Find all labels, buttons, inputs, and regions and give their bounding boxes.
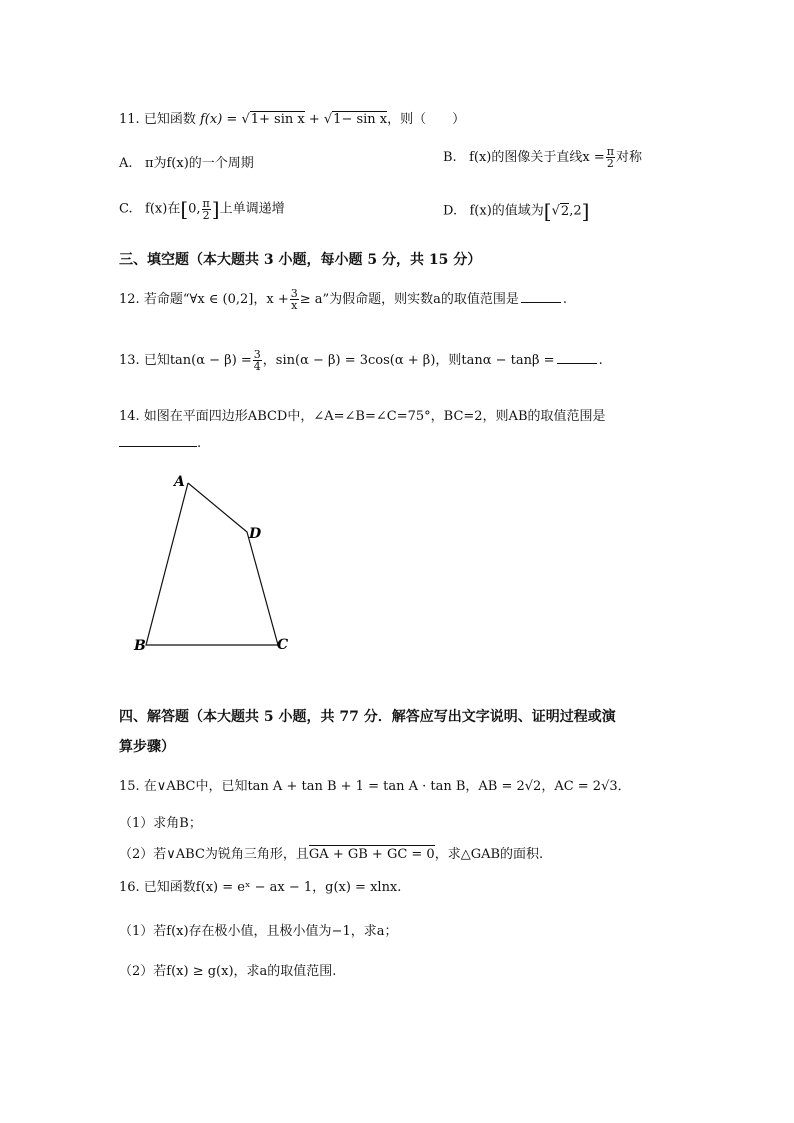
q13-end: . <box>598 353 603 368</box>
q11-radical-1: 1+ sin x <box>250 112 305 127</box>
option-d-label: D. <box>443 203 458 219</box>
bracket-left: [ <box>180 197 189 221</box>
option-c-post: 上单调递增 <box>219 201 285 217</box>
option-b-post: 对称 <box>615 150 642 165</box>
option-d-pre: f(x)的值域为 <box>469 203 544 219</box>
q13-answer-blank <box>557 362 597 364</box>
q13-pre: 已知tan(α − β) = <box>143 353 252 368</box>
q15-part-1: （1）求角B； <box>119 816 202 831</box>
fraction-denominator: 2 <box>606 157 614 170</box>
option-b-fraction <box>606 146 615 169</box>
q12-number: 12. <box>119 292 140 307</box>
q15-stem: 15. 在∨ABC中，已知tan A + tan B + 1 = tan A · tan B，AB = 2√2，AC = 2√3． <box>119 779 631 794</box>
q15-part-2-post: ，求△GAB的面积. <box>434 847 544 862</box>
interval-start: 0, <box>188 201 201 217</box>
option-c-label: C. <box>119 201 133 217</box>
q14-stem: 14. 如图在平面四边形ABCD中，∠A=∠B=∠C=75°，BC=2，则AB的取值范围是 <box>119 409 606 424</box>
fraction-denominator: 4 <box>253 360 261 373</box>
fraction-denominator: x <box>291 299 298 312</box>
option-c-fraction <box>202 198 211 221</box>
q11-fx: f(x) = <box>199 112 242 127</box>
q16-stem: 16. 已知函数f(x) = eˣ − ax − 1，g(x) = xlnx. <box>119 880 402 895</box>
option-b-label: B. <box>443 150 457 165</box>
quadrilateral-outline <box>146 483 278 645</box>
bracket-left: [ <box>543 199 552 223</box>
q15-vector-sum: GA + GB + GC = 0 <box>308 847 435 862</box>
q14-end: . <box>197 436 202 451</box>
option-c-pre: f(x)在 <box>145 201 181 217</box>
option-a-label: A. <box>119 156 133 171</box>
q12-pre: 若命题“∀x ∈ (0,2]，x + <box>143 292 289 307</box>
q12-answer-blank <box>521 301 561 303</box>
q11-plus: + <box>304 112 324 127</box>
q15-part-2-pre: （2）若∨ABC为锐角三角形，且 <box>119 847 309 862</box>
q13-post: ，sin(α − β) = 3cos(α + β)，则tanα − tanβ = <box>262 353 555 368</box>
q12-post: ≥ a”为假命题，则实数a的取值范围是 <box>299 292 519 307</box>
vertex-label-c: C <box>277 637 289 653</box>
q11-option-b <box>443 146 642 169</box>
q11-tail: ，则（ ） <box>387 112 466 127</box>
quadrilateral-figure <box>126 470 306 660</box>
q11-option-c <box>119 197 285 221</box>
fraction-denominator: 2 <box>202 208 210 222</box>
option-d-mid: ,2 <box>569 203 582 219</box>
q14-answer-blank <box>119 445 197 447</box>
fraction-numerator: π <box>606 145 614 158</box>
q14-answer-line <box>119 436 201 451</box>
vertex-label-d: D <box>249 526 262 542</box>
vertex-label-a: A <box>174 474 185 490</box>
section-4-heading: 四、解答题（本大题共 5 小题，共 77 分．解答应写出文字说明、证明过程或演 <box>119 709 616 725</box>
section-4-heading-cont: 算步骤） <box>119 739 175 755</box>
q11-radical-2: 1− sin x <box>333 112 388 127</box>
q11-option-d: D. f(x)的值域为[√2,2] <box>443 199 590 223</box>
q13-stem <box>119 349 603 372</box>
section-3-heading: 三、填空题（本大题共 3 小题，每小题 5 分，共 15 分） <box>119 252 482 268</box>
vertex-label-b: B <box>134 638 146 654</box>
fraction-numerator: 3 <box>253 348 261 361</box>
q16-part-1: （1）若f(x)存在极小值，且极小值为−1，求a； <box>119 924 398 939</box>
option-a-text: π为f(x)的一个周期 <box>144 156 254 171</box>
q13-number: 13. <box>119 353 140 368</box>
q11-stem: 11. 已知函数 f(x) = √1+ sin x + √1− sin x，则（ ） <box>119 112 466 127</box>
q12-end: . <box>562 292 568 307</box>
q11-option-a <box>119 152 254 171</box>
fraction-numerator: 3 <box>290 287 298 300</box>
q11-number: 11. <box>119 112 140 127</box>
q16-part-2: （2）若f(x) ≥ g(x)，求a的取值范围. <box>119 964 337 979</box>
option-d-radical: 2 <box>560 203 570 219</box>
fraction-numerator: π <box>202 196 210 210</box>
q13-fraction <box>253 349 262 372</box>
q12-stem <box>119 288 567 311</box>
bracket-right: ] <box>211 197 220 221</box>
q15-part-2 <box>119 843 543 862</box>
bracket-right: ] <box>581 199 590 223</box>
q12-fraction <box>290 288 299 311</box>
option-b-pre: f(x)的图像关于直线x = <box>469 150 605 165</box>
q11-lead: 已知函数 <box>143 112 196 127</box>
